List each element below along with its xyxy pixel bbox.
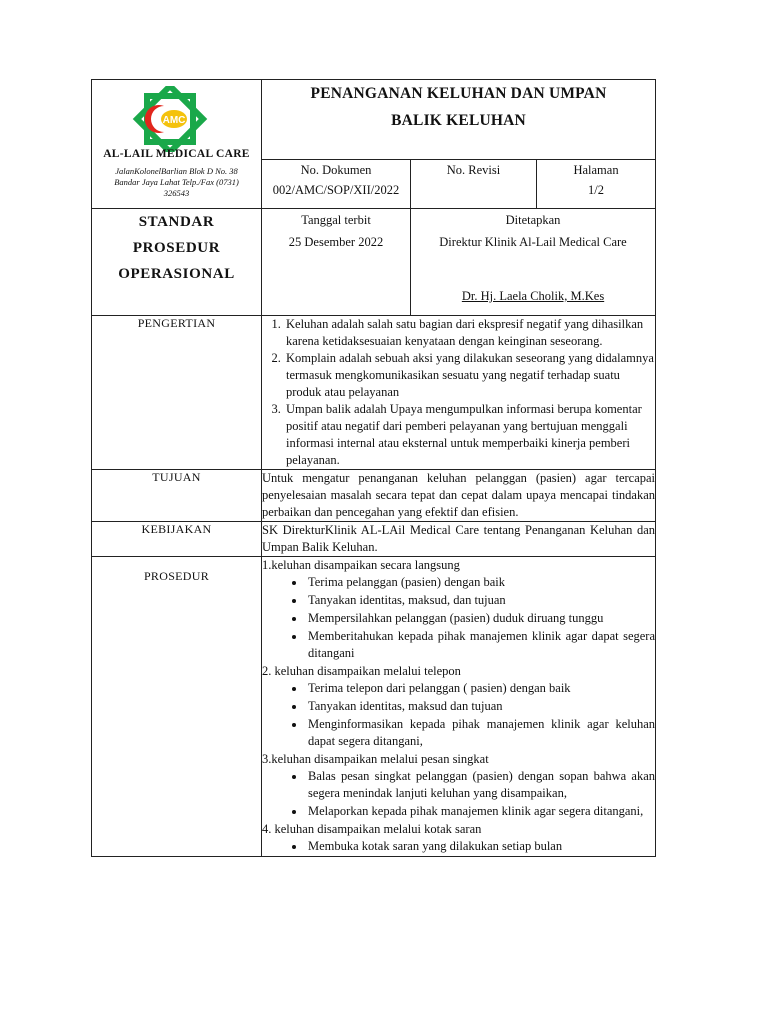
sop-table [91, 79, 656, 857]
no-dokumen-value: 002/AMC/SOP/XII/2022 [272, 183, 400, 197]
no-revisi-cell [411, 160, 537, 209]
pengertian-list [262, 316, 655, 469]
list-item: • Balas pesan singkat pelanggan (pasien) dengan sopan bahwa akan segera menindak lanjuti keluhan yang disampaikan, [306, 768, 655, 802]
clinic-address-line1: JalanKolonelBarlian Blok D No. 38 [115, 166, 238, 176]
list-item: • Menginformasikan kepada pihak manajemen klinik agar keluhan dapat segera ditangani, [306, 716, 655, 750]
tujuan-content [262, 470, 656, 522]
kebijakan-text: SK DirekturKlinik AL-LAil Medical Care tentang Penanganan Keluhan dan Umpan Balik Keluhan. [262, 523, 656, 554]
pengertian-label: PENGERTIAN [92, 316, 262, 470]
sop-title-line2: PROSEDUR [132, 240, 221, 256]
clinic-logo-cell [92, 80, 262, 209]
ditetapkan-cell [411, 209, 656, 316]
prosedur-section-list [262, 574, 655, 662]
halaman-cell [537, 160, 656, 209]
ditetapkan-by: Direktur Klinik Al-Lail Medical Care [439, 235, 627, 249]
list-item: • Terima pelanggan (pasien) dengan baik [306, 574, 655, 591]
list-item: 2. Komplain adalah sebuah aksi yang dilakukan seseorang yang didalamnya termasuk mengkomunikasikan sesuatu yang negatif terhadap suatu produk atau pelayanan [284, 350, 655, 401]
list-item: • Mempersilahkan pelanggan (pasien) duduk diruang tunggu [306, 610, 655, 627]
tujuan-text: Untuk mengatur penanganan keluhan pelanggan (pasien) agar tercapai penyelesaian masalah secara tepat dan cepat dalam upaya mencapai tindakan perbaikan dan pencegahan yang efektif dan efisien. [262, 471, 656, 519]
prosedur-section-list [262, 838, 655, 855]
halaman-label: Halaman [573, 163, 619, 177]
prosedur-section-heading: 1.keluhan disampaikan secara langsung [262, 558, 460, 572]
no-revisi-value [411, 178, 536, 182]
list-item: • Membuka kotak saran yang dilakukan setiap bulan [306, 838, 655, 855]
no-dokumen-cell [262, 160, 411, 209]
prosedur-section-heading: 2. keluhan disampaikan melalui telepon [262, 664, 461, 678]
ditetapkan-label: Ditetapkan [505, 213, 561, 227]
prosedur-section-heading: 3.keluhan disampaikan melalui pesan singkat [262, 752, 489, 766]
list-item: • Memberitahukan kepada pihak manajemen klinik agar dapat segera ditangani [306, 628, 655, 662]
title-line1: PENANGANAN KELUHAN DAN UMPAN [310, 85, 607, 102]
prosedur-section-list [262, 768, 655, 820]
logo-text: AMC [162, 115, 186, 126]
clinic-name: AL-LAIL MEDICAL CARE [103, 148, 250, 160]
clinic-address [100, 166, 253, 199]
clinic-logo [126, 86, 214, 152]
list-item: 1. Keluhan adalah salah satu bagian dari ekspresif negatif yang dihasilkan karena ketidaksesuaian kenyataan dengan keinginan seseorang. [284, 316, 655, 350]
pengertian-content [262, 316, 656, 470]
clinic-address-line3: 326543 [163, 188, 190, 198]
sop-document [91, 79, 655, 857]
list-item: • Terima telepon dari pelanggan ( pasien) dengan baik [306, 680, 655, 697]
halaman-value: 1/2 [588, 183, 604, 197]
prosedur-section-heading: 4. keluhan disampaikan melalui kotak saran [262, 822, 482, 836]
document-title [262, 80, 656, 160]
list-item: • Tanyakan identitas, maksud dan tujuan [306, 698, 655, 715]
sop-title-line3: OPERASIONAL [118, 266, 235, 282]
sop-title [92, 209, 262, 316]
list-item: • Melaporkan kepada pihak manajemen klinik agar segera ditangani, [306, 803, 655, 820]
tujuan-label: TUJUAN [92, 470, 262, 522]
kebijakan-content [262, 522, 656, 557]
tanggal-value: 25 Desember 2022 [288, 235, 384, 249]
sop-title-line1: STANDAR [138, 214, 215, 230]
no-revisi-label: No. Revisi [446, 163, 501, 177]
kebijakan-label: KEBIJAKAN [92, 522, 262, 557]
prosedur-label: PROSEDUR [92, 557, 262, 857]
title-line2: BALIK KELUHAN [391, 112, 526, 129]
list-item: • Tanyakan identitas, maksud, dan tujuan [306, 592, 655, 609]
prosedur-section-list [262, 680, 655, 750]
tanggal-terbit-cell [262, 209, 411, 316]
clinic-address-line2: Bandar Jaya Lahat Telp./Fax (0731) [114, 177, 239, 187]
prosedur-content [262, 557, 656, 857]
no-dokumen-label: No. Dokumen [300, 163, 372, 177]
list-item: 3. Umpan balik adalah Upaya mengumpulkan informasi berupa komentar positif atau negatif dari pemberi pelayanan yang bertujuan menggali informasi internal atau eksternal untuk memperbaiki kinerja pemberi pelayanan. [284, 401, 655, 469]
signatory-name: Dr. Hj. Laela Cholik, M.Kes [461, 289, 605, 303]
tanggal-label: Tanggal terbit [301, 213, 371, 227]
